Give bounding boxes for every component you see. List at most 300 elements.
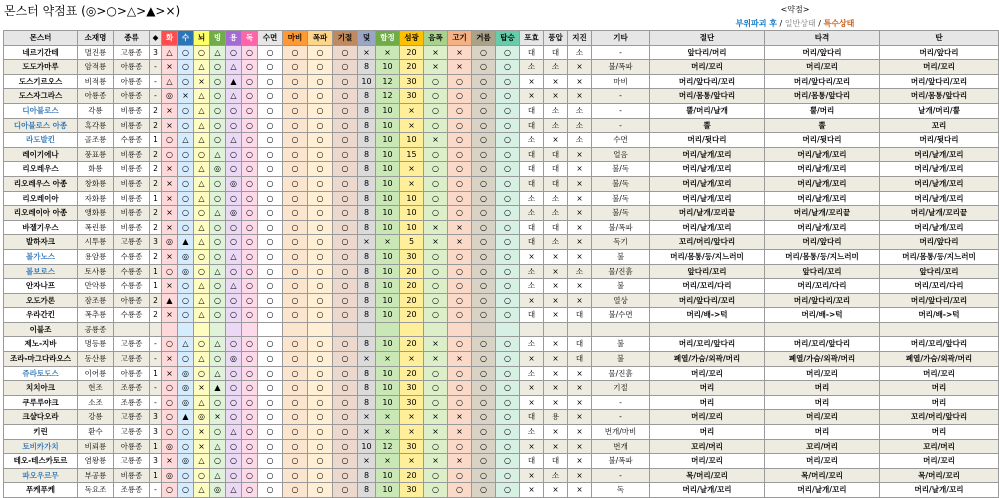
mark-cell: ○ — [424, 147, 448, 162]
mark-cell: × — [568, 483, 592, 498]
mark-cell: ○ — [258, 293, 283, 308]
mark-cell: ○ — [210, 279, 226, 294]
mark-cell: ○ — [258, 103, 283, 118]
extra-cell: 물/진흙 — [592, 264, 650, 279]
mark-cell: × — [162, 191, 178, 206]
mark-cell: × — [568, 454, 592, 469]
monster-name: 키린 — [4, 425, 78, 440]
mark-cell: ○ — [178, 147, 194, 162]
mark-cell: ○ — [496, 147, 520, 162]
mark-cell: 8 — [358, 279, 376, 294]
mark-cell: ○ — [333, 439, 358, 454]
shot-cell: 머리/날개/꼬리 — [880, 220, 999, 235]
mark-cell: 8 — [358, 118, 376, 133]
cut-cell: 목/머리/꼬리 — [650, 468, 765, 483]
cut-cell: 머리/날개/꼬리끝 — [650, 206, 765, 221]
shot-cell: 머리/앞다리 — [880, 235, 999, 250]
diamond-value: 2 — [150, 308, 162, 323]
monster-type: 조룡종 — [114, 381, 150, 396]
table-row — [4, 483, 999, 498]
diamond-value: - — [150, 381, 162, 396]
cut-cell: 머리/꼬리 — [650, 454, 765, 469]
mark-cell: 8 — [358, 293, 376, 308]
mark-cell: 10 — [376, 60, 400, 75]
mark-cell: × — [376, 425, 400, 440]
mark-cell: △ — [194, 176, 210, 191]
mark-cell: ○ — [283, 249, 308, 264]
mark-cell: 10 — [376, 293, 400, 308]
monster-type: 수룡종 — [114, 279, 150, 294]
column-header: 수 — [178, 31, 194, 46]
mark-cell: × — [162, 220, 178, 235]
mark-cell: ○ — [333, 191, 358, 206]
table-row — [4, 176, 999, 191]
mark-cell: ○ — [258, 395, 283, 410]
diamond-value: - — [150, 74, 162, 89]
mark-cell: 10 — [376, 162, 400, 177]
column-header: ◆ — [150, 31, 162, 46]
material-name: 소조 — [78, 395, 114, 410]
mark-cell: △ — [194, 60, 210, 75]
mark-cell: ○ — [210, 308, 226, 323]
mark-cell: ○ — [472, 366, 496, 381]
mark-cell: × — [568, 220, 592, 235]
mark-cell: ○ — [333, 381, 358, 396]
mark-cell: ○ — [496, 308, 520, 323]
shot-cell: 머리/뒷다리 — [880, 133, 999, 148]
mark-cell: ○ — [242, 103, 258, 118]
mark-cell: ○ — [333, 220, 358, 235]
mark-cell: ◎ — [162, 468, 178, 483]
mark-cell: 10 — [376, 249, 400, 264]
mark-cell: × — [376, 352, 400, 367]
mark-cell: 10 — [376, 381, 400, 396]
mark-cell: ○ — [448, 293, 472, 308]
mark-cell: 8 — [358, 147, 376, 162]
monster-type: 비룡종 — [114, 162, 150, 177]
mark-cell: 대 — [520, 454, 544, 469]
material-name: 화룡 — [78, 162, 114, 177]
mark-cell: ○ — [424, 118, 448, 133]
mark-cell: 대 — [520, 147, 544, 162]
mark-cell: ○ — [333, 425, 358, 440]
material-name: 비적룡 — [78, 74, 114, 89]
diamond-value: 3 — [150, 425, 162, 440]
mark-cell: ○ — [258, 264, 283, 279]
mark-cell: ○ — [242, 381, 258, 396]
cut-cell: 앞다리/꼬리 — [650, 264, 765, 279]
column-header: 포효 — [520, 31, 544, 46]
cut-cell: 머리/꼬리/다리 — [650, 279, 765, 294]
mark-cell: × — [520, 352, 544, 367]
mark-cell: ○ — [226, 293, 242, 308]
mark-cell: × — [400, 425, 424, 440]
mark-cell — [258, 322, 283, 337]
mark-cell: ○ — [496, 89, 520, 104]
mark-cell: ○ — [472, 410, 496, 425]
mark-cell: 대 — [544, 45, 568, 60]
cut-cell: 머리/앞다리/꼬리 — [650, 74, 765, 89]
mark-cell: ○ — [178, 425, 194, 440]
table-row — [4, 279, 999, 294]
mark-cell: ○ — [472, 337, 496, 352]
blunt-cell: 머리/날개/꼬리 — [765, 176, 880, 191]
shot-cell: 머리/몸통/앞다리 — [880, 89, 999, 104]
legend-gray: 일반상태 — [784, 19, 816, 28]
mark-cell: ○ — [333, 74, 358, 89]
mark-cell: ○ — [162, 264, 178, 279]
mark-cell: ○ — [178, 191, 194, 206]
mark-cell: ○ — [448, 162, 472, 177]
mark-cell: ○ — [472, 103, 496, 118]
mark-cell: ○ — [448, 264, 472, 279]
mark-cell: △ — [162, 74, 178, 89]
mark-cell: ○ — [162, 337, 178, 352]
mark-cell: ○ — [424, 176, 448, 191]
table-row — [4, 410, 999, 425]
mark-cell: ○ — [242, 249, 258, 264]
material-name: 각룡 — [78, 103, 114, 118]
blunt-cell: 머리/앞다리/꼬리 — [765, 74, 880, 89]
mark-cell: ○ — [178, 293, 194, 308]
mark-cell: ○ — [472, 293, 496, 308]
mark-cell — [162, 322, 178, 337]
mark-cell: × — [568, 410, 592, 425]
mark-cell: ○ — [424, 395, 448, 410]
cut-cell: 폐열/가슴/외곽/머리 — [650, 352, 765, 367]
mark-cell: × — [448, 220, 472, 235]
mark-cell — [376, 322, 400, 337]
mark-cell: 10 — [376, 191, 400, 206]
mark-cell: ○ — [496, 103, 520, 118]
mark-cell: ○ — [333, 147, 358, 162]
mark-cell: 12 — [376, 439, 400, 454]
mark-cell: 20 — [400, 337, 424, 352]
mark-cell: × — [544, 249, 568, 264]
mark-cell: ○ — [210, 395, 226, 410]
monster-type — [114, 322, 150, 337]
mark-cell: 20 — [400, 279, 424, 294]
mark-cell: ○ — [242, 410, 258, 425]
mark-cell: × — [544, 133, 568, 148]
mark-cell — [544, 322, 568, 337]
extra-cell: 번개/마비 — [592, 425, 650, 440]
cut-cell: 꼬리/머리/앞다리 — [650, 235, 765, 250]
mark-cell: × — [424, 410, 448, 425]
monster-name: 오도가론 — [4, 293, 78, 308]
mark-cell: △ — [194, 352, 210, 367]
mark-cell — [472, 322, 496, 337]
mark-cell: △ — [194, 191, 210, 206]
mark-cell: × — [448, 454, 472, 469]
mark-cell: ○ — [333, 395, 358, 410]
mark-cell — [333, 322, 358, 337]
monster-type: 고룡종 — [114, 45, 150, 60]
cut-cell: 앞다리/머리 — [650, 45, 765, 60]
mark-cell: ○ — [496, 410, 520, 425]
column-header: 탄 — [880, 31, 999, 46]
mark-cell: ○ — [333, 133, 358, 148]
cut-cell: 머리/뒷다리 — [650, 133, 765, 148]
mark-cell: ○ — [258, 176, 283, 191]
mark-cell: 8 — [358, 395, 376, 410]
mark-cell: ○ — [496, 235, 520, 250]
mark-cell: △ — [194, 483, 210, 498]
mark-cell: ○ — [283, 220, 308, 235]
legend-key — [720, 17, 870, 31]
mark-cell: △ — [226, 89, 242, 104]
mark-cell: × — [544, 89, 568, 104]
mark-cell: × — [568, 395, 592, 410]
blunt-cell: 앞다리/꼬리 — [765, 264, 880, 279]
diamond-value: - — [150, 352, 162, 367]
mark-cell — [520, 322, 544, 337]
mark-cell: 대 — [520, 220, 544, 235]
column-header: 뇌 — [194, 31, 210, 46]
material-name: 독요조 — [78, 483, 114, 498]
mark-cell: ○ — [308, 191, 333, 206]
mark-cell: × — [520, 439, 544, 454]
mark-cell: ○ — [210, 235, 226, 250]
cut-cell: 뿔 — [650, 118, 765, 133]
monster-type: 아룡종 — [114, 60, 150, 75]
diamond-value — [150, 322, 162, 337]
mark-cell: × — [520, 395, 544, 410]
mark-cell: 10 — [358, 439, 376, 454]
mark-cell: ○ — [242, 279, 258, 294]
mark-cell: × — [544, 293, 568, 308]
mark-cell: × — [210, 410, 226, 425]
mark-cell: 10 — [376, 176, 400, 191]
mark-cell: △ — [194, 395, 210, 410]
mark-cell: ○ — [178, 279, 194, 294]
legend-title: <약점> — [780, 5, 810, 14]
mark-cell: 8 — [358, 89, 376, 104]
mark-cell: △ — [194, 308, 210, 323]
mark-cell: × — [568, 249, 592, 264]
table-row — [4, 220, 999, 235]
monster-type: 수룡종 — [114, 264, 150, 279]
mark-cell: ○ — [162, 410, 178, 425]
column-header: 독 — [242, 31, 258, 46]
mark-cell: × — [568, 147, 592, 162]
mark-cell: ○ — [472, 395, 496, 410]
blunt-cell: 머리/몸통/등/지느러미 — [765, 249, 880, 264]
extra-cell: 불/폭파 — [592, 60, 650, 75]
mark-cell: ○ — [283, 308, 308, 323]
mark-cell: × — [376, 410, 400, 425]
mark-cell: ○ — [472, 133, 496, 148]
mark-cell: ○ — [333, 206, 358, 221]
mark-cell: ○ — [308, 425, 333, 440]
mark-cell: ○ — [242, 133, 258, 148]
mark-cell: 8 — [358, 191, 376, 206]
mark-cell: 8 — [358, 162, 376, 177]
mark-cell: ○ — [283, 74, 308, 89]
extra-cell — [592, 322, 650, 337]
mark-cell: ○ — [448, 133, 472, 148]
mark-cell: ○ — [308, 249, 333, 264]
mark-cell: ○ — [308, 468, 333, 483]
mark-cell: × — [194, 381, 210, 396]
mark-cell: ○ — [496, 439, 520, 454]
shot-cell: 머리/배->턱 — [880, 308, 999, 323]
monster-type: 아룡종 — [114, 89, 150, 104]
mark-cell: ○ — [178, 220, 194, 235]
mark-cell: 8 — [358, 366, 376, 381]
shot-cell: 머리 — [880, 395, 999, 410]
mark-cell: × — [568, 425, 592, 440]
mark-cell: ○ — [226, 468, 242, 483]
diamond-value: 2 — [150, 206, 162, 221]
mark-cell: ○ — [258, 249, 283, 264]
material-name: 비뢰룡 — [78, 439, 114, 454]
mark-cell: 소 — [544, 103, 568, 118]
mark-cell: × — [568, 89, 592, 104]
extra-cell: 기절 — [592, 381, 650, 396]
monster-name: 도스기르오스 — [4, 74, 78, 89]
mark-cell: ○ — [308, 454, 333, 469]
mark-cell — [242, 322, 258, 337]
mark-cell: ○ — [448, 74, 472, 89]
mark-cell: ○ — [308, 279, 333, 294]
mark-cell: ○ — [226, 439, 242, 454]
diamond-value: 1 — [150, 366, 162, 381]
table-row — [4, 308, 999, 323]
monster-name: 리오레우스 — [4, 162, 78, 177]
mark-cell: ◎ — [178, 454, 194, 469]
mark-cell: × — [448, 352, 472, 367]
mark-cell: ○ — [496, 395, 520, 410]
mark-cell: 8 — [358, 176, 376, 191]
monster-name: 바젤기우스 — [4, 220, 78, 235]
mark-cell: ○ — [333, 293, 358, 308]
mark-cell: ◎ — [178, 395, 194, 410]
mark-cell: ○ — [258, 191, 283, 206]
mark-cell: ○ — [308, 366, 333, 381]
cut-cell: 머리/몸통/등/지느러미 — [650, 249, 765, 264]
mark-cell: △ — [210, 206, 226, 221]
mark-cell: ○ — [308, 162, 333, 177]
mark-cell: ○ — [178, 176, 194, 191]
monster-type: 조룡종 — [114, 395, 150, 410]
shot-cell: 머리/꼬리 — [880, 60, 999, 75]
blunt-cell: 머리/날개/꼬리 — [765, 483, 880, 498]
mark-cell: × — [568, 235, 592, 250]
cut-cell — [650, 322, 765, 337]
monster-name: 안자나프 — [4, 279, 78, 294]
mark-cell: △ — [194, 118, 210, 133]
shot-cell: 머리/꼬리/앞다리 — [880, 337, 999, 352]
mark-cell: ○ — [496, 162, 520, 177]
mark-cell: ○ — [472, 483, 496, 498]
monster-type: 비룡종 — [114, 220, 150, 235]
mark-cell: × — [448, 235, 472, 250]
table-header — [4, 31, 999, 46]
mark-cell: × — [358, 454, 376, 469]
mark-cell: 10 — [376, 133, 400, 148]
mark-cell: △ — [194, 133, 210, 148]
monster-type: 비룡종 — [114, 118, 150, 133]
blunt-cell: 머리/날개/꼬리 — [765, 191, 880, 206]
mark-cell: ○ — [162, 133, 178, 148]
blunt-cell: 꼬리/머리 — [765, 439, 880, 454]
monster-name: 네르기간테 — [4, 45, 78, 60]
mark-cell: ○ — [194, 264, 210, 279]
mark-cell: 소 — [520, 264, 544, 279]
mark-cell: 10 — [400, 206, 424, 221]
mark-cell: △ — [226, 133, 242, 148]
mark-cell: 대 — [568, 308, 592, 323]
mark-cell: ○ — [210, 220, 226, 235]
mark-cell: ○ — [258, 74, 283, 89]
mark-cell: ○ — [472, 279, 496, 294]
table-row — [4, 366, 999, 381]
mark-cell: ○ — [226, 381, 242, 396]
mark-cell: ○ — [258, 425, 283, 440]
mark-cell: 소 — [520, 191, 544, 206]
mark-cell: × — [162, 60, 178, 75]
diamond-value: 1 — [150, 279, 162, 294]
mark-cell: × — [520, 89, 544, 104]
mark-cell — [568, 322, 592, 337]
blunt-cell: 머리/날개/꼬리 — [765, 220, 880, 235]
shot-cell: 머리/날개/꼬리끝 — [880, 206, 999, 221]
mark-cell: 8 — [358, 220, 376, 235]
cut-cell: 머리/꼬리/앞다리 — [650, 337, 765, 352]
mark-cell: ○ — [333, 410, 358, 425]
table-row — [4, 118, 999, 133]
mark-cell: △ — [194, 454, 210, 469]
mark-cell: ○ — [308, 352, 333, 367]
mark-cell: ○ — [210, 293, 226, 308]
mark-cell: ○ — [472, 176, 496, 191]
mark-cell: × — [544, 483, 568, 498]
mark-cell: ○ — [242, 264, 258, 279]
material-name: 암적룡 — [78, 60, 114, 75]
mark-cell: × — [424, 45, 448, 60]
mark-cell: 10 — [376, 279, 400, 294]
mark-cell: ○ — [210, 425, 226, 440]
mark-cell: 5 — [400, 235, 424, 250]
mark-cell: ○ — [242, 235, 258, 250]
mark-cell: 20 — [400, 60, 424, 75]
mark-cell: △ — [162, 45, 178, 60]
diamond-value: 2 — [150, 103, 162, 118]
mark-cell: × — [194, 425, 210, 440]
mark-cell: ○ — [258, 410, 283, 425]
mark-cell: × — [448, 425, 472, 440]
column-header: 음폭 — [424, 31, 448, 46]
blunt-cell: 머리/꼬리 — [765, 60, 880, 75]
diamond-value: 2 — [150, 162, 162, 177]
mark-cell: ○ — [308, 381, 333, 396]
mark-cell: ○ — [242, 89, 258, 104]
legend-sep-2: / — [815, 19, 824, 28]
mark-cell: ○ — [283, 89, 308, 104]
mark-cell: ○ — [194, 337, 210, 352]
mark-cell: ○ — [308, 337, 333, 352]
mark-cell: ○ — [283, 191, 308, 206]
mark-cell: 30 — [400, 381, 424, 396]
monster-type: 아룡종 — [114, 366, 150, 381]
mark-cell: ○ — [472, 74, 496, 89]
mark-cell: ○ — [242, 45, 258, 60]
mark-cell: ○ — [178, 45, 194, 60]
mark-cell: ○ — [283, 439, 308, 454]
mark-cell: ○ — [178, 206, 194, 221]
shot-cell: 머리/꼬리 — [880, 454, 999, 469]
